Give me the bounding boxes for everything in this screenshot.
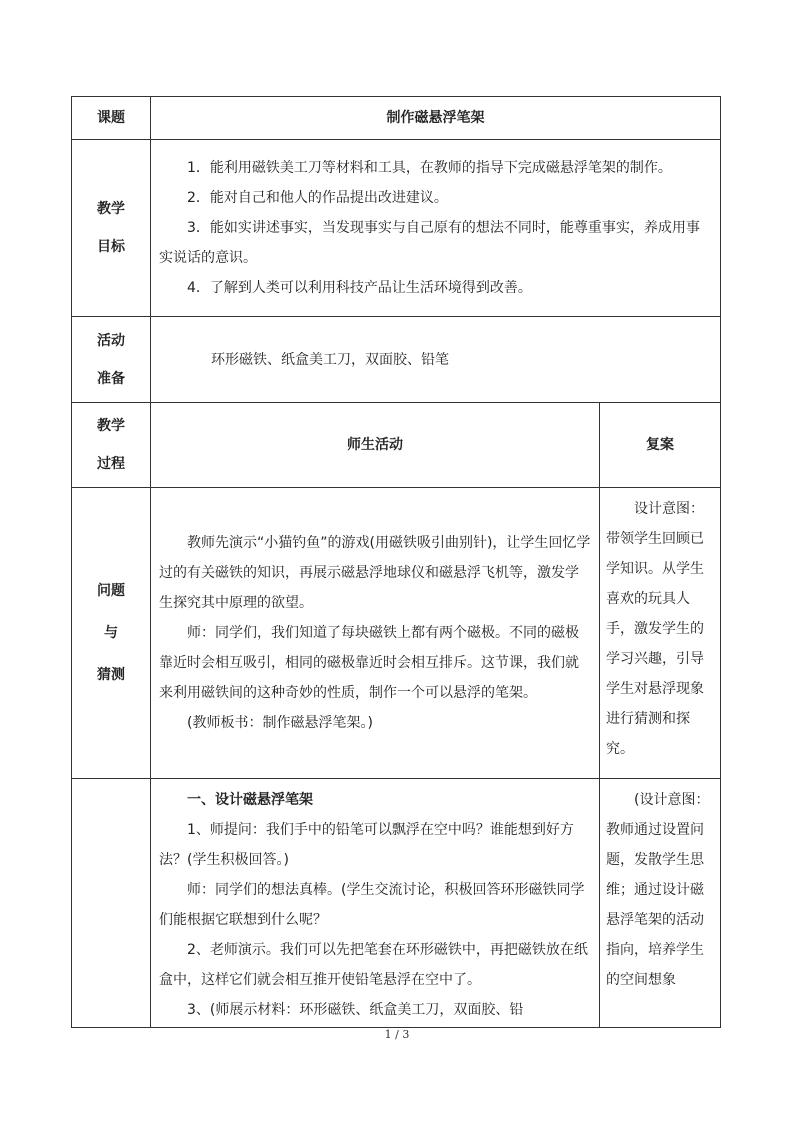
design-paragraph: 2、老师演示。我们可以先把笔套在环形磁铁中，再把磁铁放在纸盒中，这样它们就会相互推开使铅笔悬浮在空中了。 [159,942,588,988]
topic-row [72,97,721,140]
goal-item: 4．了解到人类可以利用科技产品让生活环境得到改善。 [187,280,532,296]
topic-title: 制作磁悬浮笔架 [151,97,721,140]
prep-label-line1: 活动 [97,332,125,349]
question-label-line2: 与 [104,625,118,641]
goals-label-line1: 教学 [97,201,125,217]
topic-label: 课题 [72,97,151,140]
goal-item: 3．能如实讲述事实，当发现事实与自己原有的想法不同时，能尊重事实，养成用事实说话的意识。 [159,220,700,266]
question-content [151,488,600,779]
goals-row [72,140,721,317]
design-note-text: (设计意图：教师通过设置问题，发散学生思维；通过设计磁悬浮笔架的活动指向，培养学生的空间想象 [606,792,710,988]
question-label [72,488,151,779]
process-label [72,403,151,488]
question-note [600,488,721,779]
notes-column-header: 复案 [600,403,721,488]
question-row [72,488,721,779]
process-header-row [72,403,721,488]
prep-content: 环形磁铁、纸盒美工刀，双面胶、铅笔 [151,317,721,403]
design-content [151,779,600,1028]
goals-label-line2: 目标 [97,239,125,255]
question-label-line1: 问题 [97,583,125,599]
question-paragraph: 师：同学们，我们知道了每块磁铁上都有两个磁极。不同的磁极靠近时会相互吸引，相同的磁极靠近时会相互排斥。这节课，我们就来利用磁铁间的这种奇妙的性质，制作一个可以悬浮的笔架。 [159,625,579,701]
design-paragraph: 1、师提问：我们手中的铅笔可以飘浮在空中吗？谁能想到好方法？(学生积极回答。) [159,822,574,868]
activity-column-header: 师生活动 [151,403,600,488]
question-note-text: 设计意图：带领学生回顾已学知识。从学生喜欢的玩具人手，激发学生的学习兴趣，引导学生对悬浮现象进行猜测和探究。 [606,501,704,757]
question-paragraph: (教师板书：制作磁悬浮笔架。) [187,715,373,731]
design-label [72,779,151,1028]
question-label-line3: 猜测 [97,667,125,683]
design-paragraph: 3、(师展示材料：环形磁铁、纸盒美工刀，双面胶、铅 [187,1002,524,1018]
design-paragraph: 师：同学们的想法真棒。(学生交流讨论，积极回答环形磁铁同学们能根据它联想到什么呢？ [159,882,585,928]
goals-label [72,140,151,317]
prep-label [72,317,151,403]
prep-row [72,317,721,403]
goal-item: 1．能利用磁铁美工刀等材料和工具，在教师的指导下完成磁悬浮笔架的制作。 [187,160,672,176]
prep-label-line2: 准备 [97,370,125,387]
goal-item: 2．能对自己和他人的作品提出改进建议。 [187,190,448,206]
goals-content [151,140,721,317]
design-section-title: 一、设计磁悬浮笔架 [187,792,313,808]
question-paragraph: 教师先演示“小猫钓鱼”的游戏(用磁铁吸引曲别针)，让学生回忆学过的有关磁铁的知识，再展示磁悬浮地球仪和磁悬浮飞机等，激发学生探究其中原理的欲望。 [159,535,591,611]
lesson-plan-table [71,96,721,1028]
page-number: 1 / 3 [384,1028,410,1041]
design-note [600,779,721,1028]
design-row [72,779,721,1028]
process-label-line2: 过程 [97,456,125,472]
process-label-line1: 教学 [97,418,125,434]
